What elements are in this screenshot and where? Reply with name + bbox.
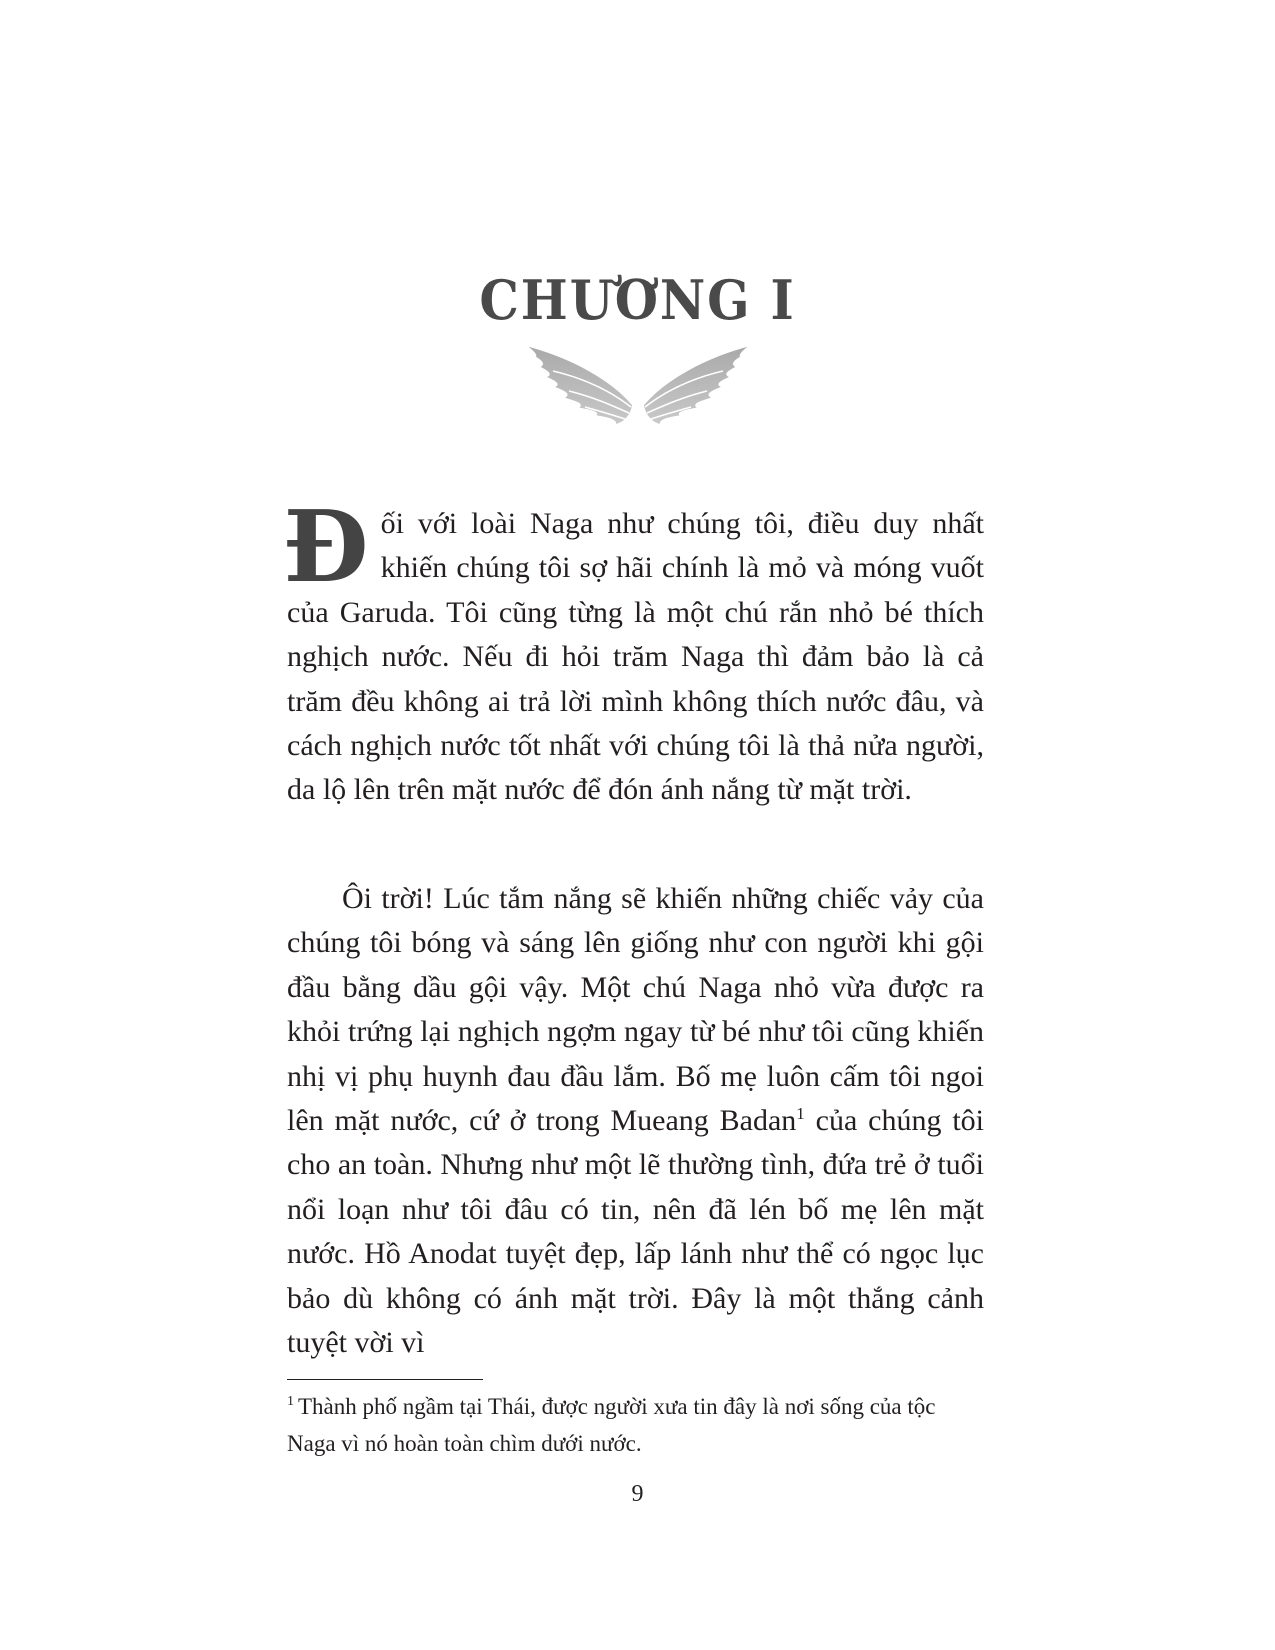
chapter-title: CHƯƠNG I — [479, 268, 796, 332]
paragraph-2-text-start: Ôi trời! Lúc tắm nắng sẽ khiến những chiếc vảy của chúng tôi bóng và sáng lên giống như con người khi gội đầu bằng dầu gội vậy. Một chú Naga nhỏ vừa được ra khỏi trứng lại nghịch ngợm ngay từ bé như tôi cũng khiến nhị vị phụ huynh đau đầu lắm. Bố mẹ luôn cấm tôi ngoi lên mặt nước, cứ ở trong Mueang Badan — [287, 882, 984, 1138]
footnote — [287, 1388, 984, 1462]
drop-cap: Đ — [283, 490, 369, 605]
footnote-reference[interactable]: 1 — [796, 1104, 805, 1124]
chapter-body — [283, 490, 984, 1365]
paragraph-1 — [283, 490, 984, 857]
footnote-number: 1 — [287, 1394, 294, 1410]
paragraph-1-text: ối với loài Naga như chúng tôi, điều duy nhất khiến chúng tôi sợ hãi chính là mỏ và móng vuốt của Garuda. Tôi cũng từng là một chú rắn nhỏ bé thích nghịch nước. Nếu đi hỏi trăm Naga thì đảm bảo là cả trăm đều không ai trả lời mình không thích nước đâu, và cách nghịch nước tốt nhất với chúng tôi là thả nửa người, da lộ lên trên mặt nước để đón ánh nắng từ mặt trời. — [287, 507, 984, 807]
paragraph-2 — [287, 877, 984, 1365]
footnote-divider — [287, 1379, 483, 1380]
footnote-text: Thành phố ngầm tại Thái, được người xưa tin đây là nơi sống của tộc Naga vì nó hoàn toàn chìm dưới nước. — [287, 1394, 936, 1456]
paragraph-2-text-end: của chúng tôi cho an toàn. Nhưng như một lẽ thường tình, đứa trẻ ở tuổi nổi loạn như tôi đâu có tin, nên đã lén bố mẹ lên mặt nước. Hồ Anodat tuyệt đẹp, lấp lánh như thể có ngọc lục bảo dù không có ánh mặt trời. Đây là một thắng cảnh tuyệt vời vì — [287, 1104, 984, 1360]
page-number: 9 — [631, 1481, 644, 1507]
angel-wings-icon — [523, 343, 753, 428]
